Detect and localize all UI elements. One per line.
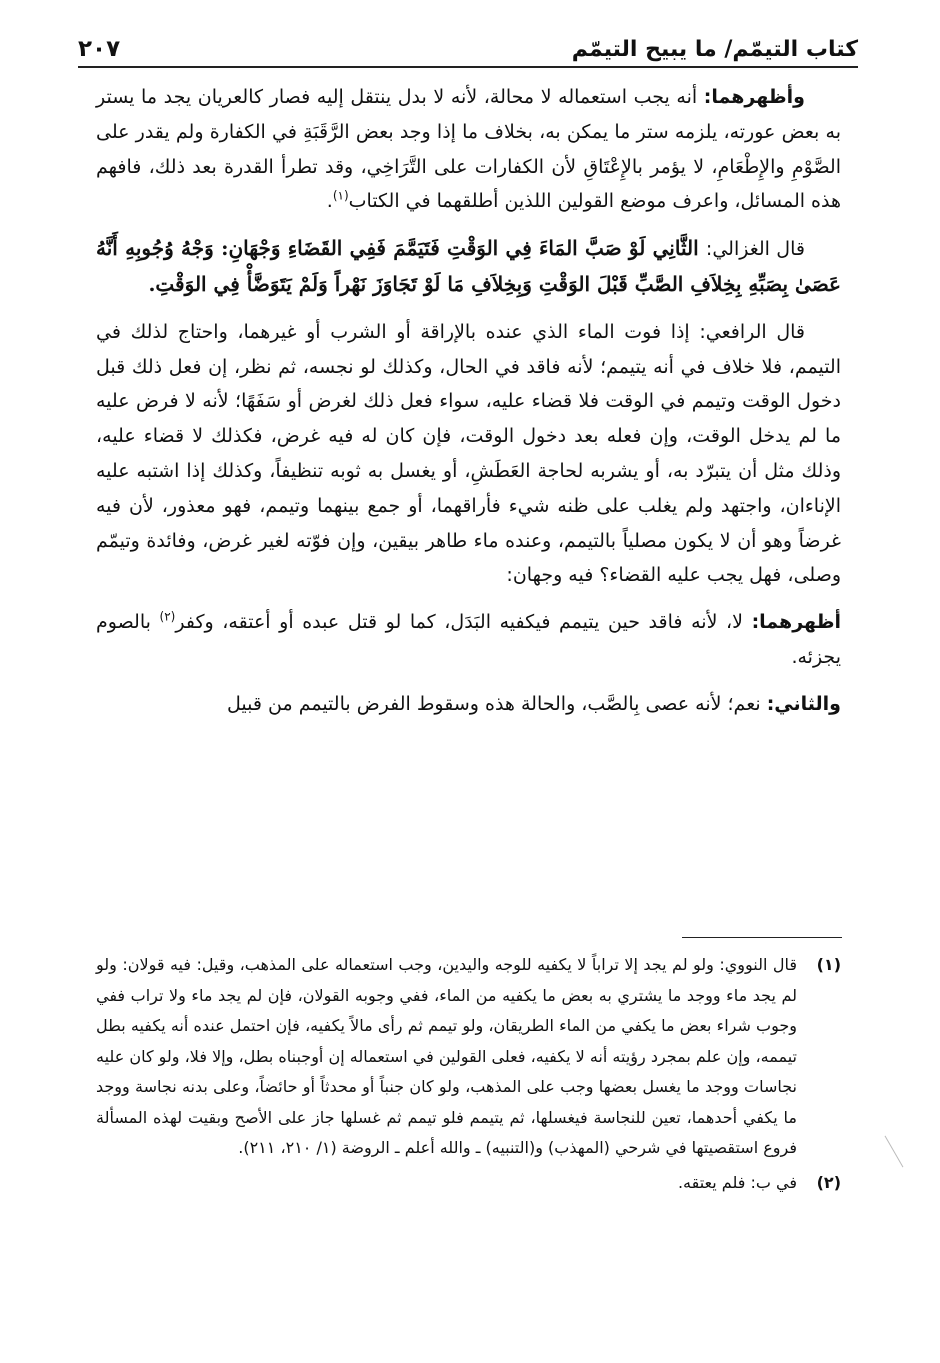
paragraph-lead: وأظهرهما:	[703, 86, 805, 108]
paragraph-text: أنه يجب استعماله لا محالة، لأنه لا بدل ينتقل إليه فصار كالعريان يجد ما يستر به بعض عورته، يلزمه ستر ما يمكن به، بخلاف ما إذا وجد بعض الرَّقَبَةِ في الكفارة ولم يقدر على الصَّوْمِ والإِطْعَامِ، لا يؤمر بالإِعْتَاقِ لأن الكفارات على التَّرَاخِي، وقد تطرأ القدرة بعد ذلك، فافهم هذه المسائل، واعرف موضع القولين اللذين أطلقهما في الكتاب	[96, 86, 841, 213]
running-header	[78, 22, 858, 62]
footnote-number: (٢)	[816, 1172, 841, 1192]
paragraph-5	[96, 687, 841, 722]
paragraph-text: نعم؛ لأنه عصى بِالصَّب، والحالة هذه وسقوط الفرض بالتيمم من قبيل	[227, 692, 767, 715]
scan-margin-mark	[885, 1125, 923, 1168]
paragraph-end: .	[326, 190, 333, 213]
footnotes	[96, 950, 841, 1202]
paragraph-text: قال الرافعي: إذا فوت الماء الذي عنده بالإراقة أو الشرب أو غيرهما، واحتاج لذلك في التيمم، فلا خلاف في أنه يتيمم؛ لأنه فاقد في الحال، وكذلك لو نجسه، ثم نظر، إن فعل ذلك قبل دخول الوقت وتيمم في الوقت فلا قضاء عليه، سواء فعل ذلك لغرض أو سَفَهًا؛ لأنه لا فرض عليه ما لم يدخل الوقت، وإن فعله بعد دخول الوقت، فإن كان له فيه غرض، فكذلك لا قضاء عليه، وذلك مثل أن يتبرّد به، أو يشربه لحاجة العَطَشِ، أو يغسل به ثوبه تنظيفاً، وكذلك إذا اشتبه عليه الإناءان، واجتهد ولم يغلب على ظنه شيء فأراقهما، أو جمع بينهما وتيمم، فهو معذور، لأن فيه غرضاً وهو أن لا يكون مصلياً بالتيمم، وعنده ماء طاهر بيقين، وإن فوّته لغير غرض، وفائدة وتيمّم وصلى، فهل يجب عليه القضاء؟ فيه وجهان:	[96, 320, 841, 587]
footnote-number: (١)	[816, 955, 841, 974]
footnote-separator	[682, 937, 842, 938]
paragraph-end: بالصوم يجزئه.	[96, 611, 841, 668]
footnote-ref-1[interactable]: (١)	[332, 189, 349, 204]
footnote-1	[96, 950, 841, 1164]
paragraph-4	[96, 605, 841, 675]
paragraph-text: لا، لأنه فاقد حين يتيمم فيكفيه البَدَل، كما لو قتل عبده أو أعتقه، وكفر	[175, 611, 752, 634]
ghazali-quote: الثَّانِي لَوْ صَبَّ المَاءَ فِي الوَقْتِ فَتَيَمَّمَ فَفِي القَضَاءِ وَجْهَانِ: وَجْهُ وُجُوبِهِ أَنَّهُ عَصَىٰ بِصَبِّهِ بِخِلاَفِ الصَّبِّ قَبْلَ الوَقْتِ وَبِخِلاَفِ مَا لَوْ تَجَاوَزَ نَهْراً وَلَمْ يَتَوَضَّأْ فِي الوَقْتِ.	[96, 236, 841, 296]
footnote-ref-2[interactable]: (٢)	[159, 609, 176, 624]
paragraph-lead: قال الغزالي:	[705, 238, 805, 261]
footnote-text: قال النووي: ولو لم يجد إلا تراباً لا يكفيه للوجه واليدين، وجب استعماله على المذهب، وقيل: فيه قولان: ولو لم يجد ماء ووجد ما يشتري به بعض ما يكفيه من الماء، ففي وجوبه القولان، فإن لم يجد ماء ولا تراب ففي وجوب شراء بعض ما يكفي من الماء الطريقان، ولو تيمم ثم رأى مالاً يكفيه، فإن احتمل عنده أنه يكفيه بطل تيممه، وإن علم بمجرد رؤيته أنه لا يكفيه، فعلى القولين في استعماله إن أوجبناه بطل، وإلا فلا، ولو كان عليه نجاسات ووجد ما يغسل بعضها وجب على المذهب، ولو كان جنباً أو محدثاً أو حائضاً، وعلى بدنه نجاسة ووجد ما يكفي أحدهما، تعين للنجاسة فيغسلها، ثم يتيمم فلو تيمم ثم غسلها جاز على الأصح وبقيت لهذه المسألة فروع استقصيتها في شرحي (المهذب) و(التنبيه) ـ والله أعلم ـ الروضة (١/ ٢١٠، ٢١١).	[96, 955, 797, 1157]
footnote-text: في ب: فلم يعتقه.	[677, 1172, 797, 1192]
paragraph-lead: أظهرهما:	[751, 611, 841, 634]
main-text	[96, 80, 841, 734]
paragraph-lead: والثاني:	[766, 692, 841, 715]
paragraph-2	[96, 231, 841, 303]
header-rule	[78, 66, 858, 68]
paragraph-3	[96, 315, 841, 593]
footnote-2	[96, 1168, 841, 1199]
page-number: ٢٠٧	[78, 36, 121, 62]
running-title: كتاب التيمّم/ ما يبيح التيمّم	[571, 37, 858, 62]
paragraph-1	[96, 80, 841, 219]
